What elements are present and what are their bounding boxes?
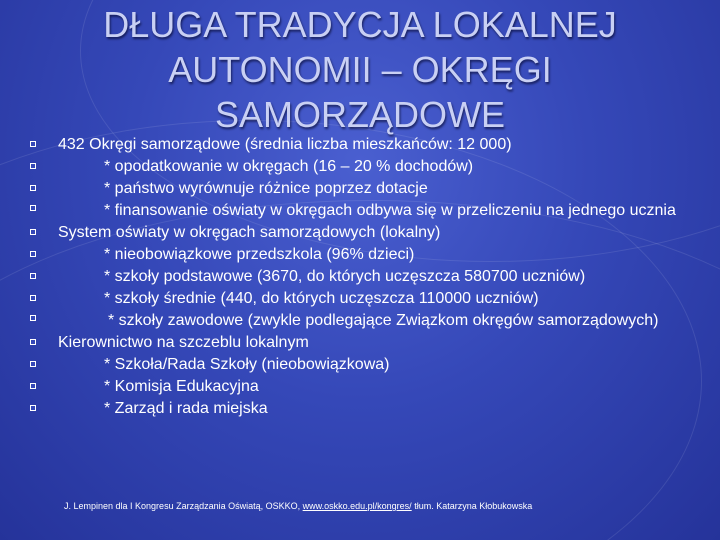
- square-bullet-icon: [30, 163, 36, 169]
- bullet-text: * szkoły podstawowe (3670, do których uczęszcza 580700 uczniów): [104, 268, 586, 285]
- square-bullet-icon: [30, 405, 36, 411]
- footer-suffix: tłum. Katarzyna Kłobukowska: [411, 501, 533, 511]
- bullet-text: * Komisja Edukacyjna: [104, 378, 259, 395]
- square-bullet-icon: [30, 339, 36, 345]
- footer-prefix: J. Lempinen dla I Kongresu Zarządzania Oświatą, OSKKO,: [64, 501, 303, 511]
- square-bullet-icon: [30, 383, 36, 389]
- bullet-text: * Szkoła/Rada Szkoły (nieobowiązkowa): [104, 356, 390, 373]
- bullet-item: [28, 398, 698, 420]
- square-bullet-icon: [30, 141, 36, 147]
- bullet-item: [28, 244, 698, 266]
- bullet-item: [28, 134, 698, 156]
- bullet-text: * szkoły średnie (440, do których uczęszcza 110000 uczniów): [104, 290, 539, 307]
- square-bullet-icon: [30, 295, 36, 301]
- square-bullet-icon: [30, 315, 36, 321]
- bullet-text: * finansowanie oświaty w okręgach odbywa się w przeliczeniu na jednego uczniа: [104, 202, 676, 219]
- title-line-3: SAMORZĄDOWE: [214, 94, 505, 135]
- bullet-text: * państwo wyrównuje różnice poprzez dotacje: [104, 180, 428, 197]
- title-line-2: AUTONOMII – OKRĘGI: [168, 49, 552, 90]
- bullet-item: [28, 332, 698, 354]
- bullet-item: [28, 288, 698, 310]
- bullet-text: Kierownictwo na szczeblu lokalnym: [58, 334, 309, 351]
- bullet-text: * Zarząd i rada miejska: [104, 400, 268, 417]
- title-line-1: DŁUGA TRADYCJA LOKALNEJ: [103, 4, 617, 45]
- bullet-item: [28, 310, 698, 332]
- square-bullet-icon: [30, 185, 36, 191]
- bullet-text: 432 Okręgi samorządowe (średnia liczba mieszkańców: 12 000): [58, 136, 512, 153]
- bullet-item: [28, 178, 698, 200]
- bullet-text: * nieobowiązkowe przedszkola (96% dzieci): [104, 246, 415, 263]
- bullet-text: System oświaty w okręgach samorządowych (lokalny): [58, 224, 441, 241]
- square-bullet-icon: [30, 229, 36, 235]
- bullet-item: [28, 376, 698, 398]
- square-bullet-icon: [30, 361, 36, 367]
- square-bullet-icon: [30, 205, 36, 211]
- bullet-item: [28, 354, 698, 376]
- bullet-text: * szkoły zawodowe (zwykle podlegające Związkom okręgów samorządowych): [108, 312, 659, 329]
- footer-link[interactable]: www.oskko.edu.pl/kongres/: [302, 501, 412, 511]
- footer-citation: [64, 501, 684, 511]
- slide-title: [40, 2, 680, 137]
- bullet-list: [28, 134, 698, 420]
- square-bullet-icon: [30, 251, 36, 257]
- bullet-item: [28, 266, 698, 288]
- bullet-item: [28, 200, 698, 222]
- square-bullet-icon: [30, 273, 36, 279]
- bullet-text: * opodatkowanie w okręgach (16 – 20 % dochodów): [104, 158, 474, 175]
- bullet-item: [28, 156, 698, 178]
- bullet-item: [28, 222, 698, 244]
